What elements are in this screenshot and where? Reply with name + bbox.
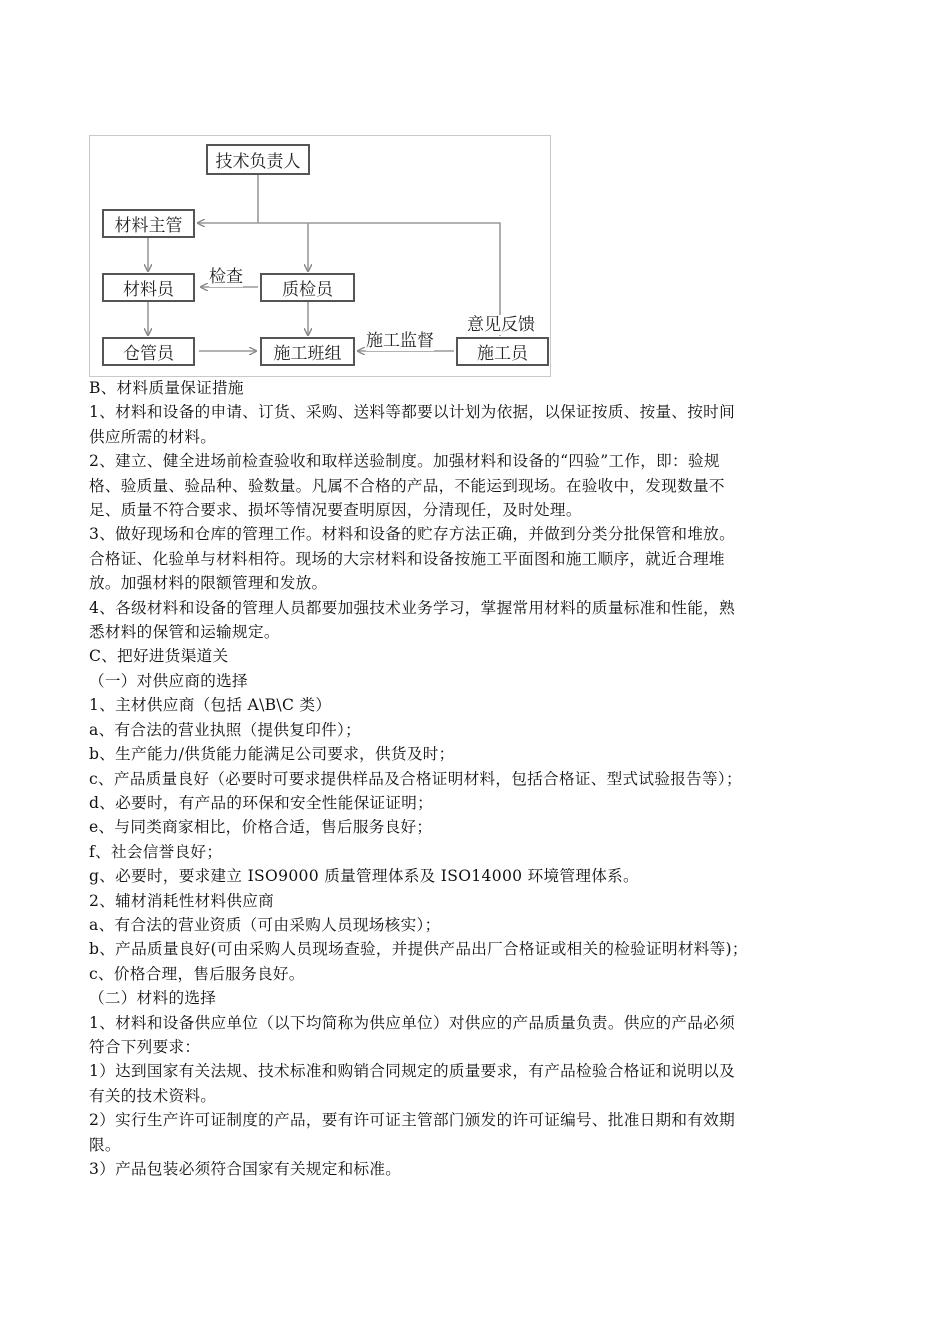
paragraph-line: 1）达到国家有关法规、技术标准和购销合同规定的质量要求，有产品检验合格证和说明以及 (89, 1062, 735, 1081)
paragraph-line: 格、验质量、验品种、验数量。凡属不合格的产品，不能运到现场。在验收中，发现数量不 (89, 476, 725, 495)
list-item: c、价格合理，售后服务良好。 (89, 964, 305, 983)
paragraph-line: 合格证、化验单与材料相符。现场的大宗材料和设备按施工平面图和施工顺序，就近合理堆 (89, 549, 725, 568)
paragraph-line: 限。 (89, 1135, 121, 1154)
box-material-supervisor: 材料主管 (102, 209, 195, 238)
list-item: a、有合法的营业执照（提供复印件）； (89, 720, 361, 739)
paragraph-line: 放。加强材料的限额管理和发放。 (89, 574, 328, 593)
list-item: e、与同类商家相比，价格合适，售后服务良好； (89, 818, 433, 837)
box-construction-worker: 施工员 (456, 337, 549, 366)
box-storekeeper: 仓管员 (102, 337, 195, 366)
subheading: （二）材料的选择 (89, 989, 217, 1008)
label-inspect: 检查 (209, 267, 243, 287)
heading-c: C、把好进货渠道关 (89, 647, 229, 666)
document-body (89, 376, 864, 1181)
list-item: g、必要时，要求建立 ISO9000 质量管理体系及 ISO14000 环境管理体系。 (89, 867, 639, 886)
label-feedback: 意见反馈 (467, 315, 535, 335)
paragraph-line: 悉材料的保管和运输规定。 (89, 623, 280, 642)
box-material-clerk: 材料员 (102, 273, 195, 302)
org-flow-diagram (89, 135, 551, 377)
list-item: 2、辅材消耗性材料供应商 (89, 891, 275, 910)
paragraph-line: 3）产品包装必须符合国家有关规定和标准。 (89, 1160, 402, 1178)
list-item: f、社会信誉良好； (89, 842, 223, 861)
list-item: 1、主材供应商（包括 A\B\C 类） (89, 696, 332, 715)
list-item: a、有合法的营业资质（可由采购人员现场核实）； (89, 915, 441, 934)
paragraph-line: 1、材料和设备的申请、订货、采购、送料等都要以计划为依据，以保证按质、按量、按时间 (89, 403, 735, 422)
paragraph-line: 足、质量不符合要求、损坏等情况要查明原因，分清现任，及时处理。 (89, 501, 582, 520)
paragraph-line: 4、各级材料和设备的管理人员都要加强技术业务学习，掌握常用材料的质量标准和性能，熟 (89, 598, 735, 617)
paragraph-line: 3、做好现场和仓库的管理工作。材料和设备的贮存方法正确，并做到分类分批保管和堆放。 (89, 525, 735, 544)
label-supervise: 施工监督 (366, 331, 434, 351)
paragraph-line: 符合下列要求： (89, 1037, 201, 1056)
heading-b: B、材料质量保证措施 (89, 379, 244, 397)
subheading: （一）对供应商的选择 (89, 671, 248, 690)
paragraph-line: 2、建立、健全进场前检查验收和取样送验制度。加强材料和设备的“四验”工作，即：验规 (89, 452, 720, 471)
paragraph-line: 供应所需的材料。 (89, 427, 217, 446)
paragraph-line: 有关的技术资料。 (89, 1086, 217, 1105)
list-item: d、必要时，有产品的环保和安全性能保证证明； (89, 793, 434, 812)
paragraph-line: 1、材料和设备供应单位（以下均简称为供应单位）对供应的产品质量负责。供应的产品必须 (89, 1013, 735, 1032)
box-tech-lead: 技术负责人 (206, 144, 310, 175)
list-item: b、产品质量良好(可由采购人员现场查验，并提供产品出厂合格证或相关的检验证明材料等)； (89, 940, 748, 959)
box-construction-team: 施工班组 (260, 337, 355, 366)
box-quality-inspector: 质检员 (260, 273, 355, 302)
paragraph-line: 2）实行生产许可证制度的产品，要有许可证主管部门颁发的许可证编号、批准日期和有效期 (89, 1111, 735, 1130)
list-item: b、生产能力/供货能力能满足公司要求，供货及时； (89, 745, 455, 764)
list-item: c、产品质量良好（必要时可要求提供样品及合格证明材料，包括合格证、型式试验报告等）； (89, 769, 742, 788)
